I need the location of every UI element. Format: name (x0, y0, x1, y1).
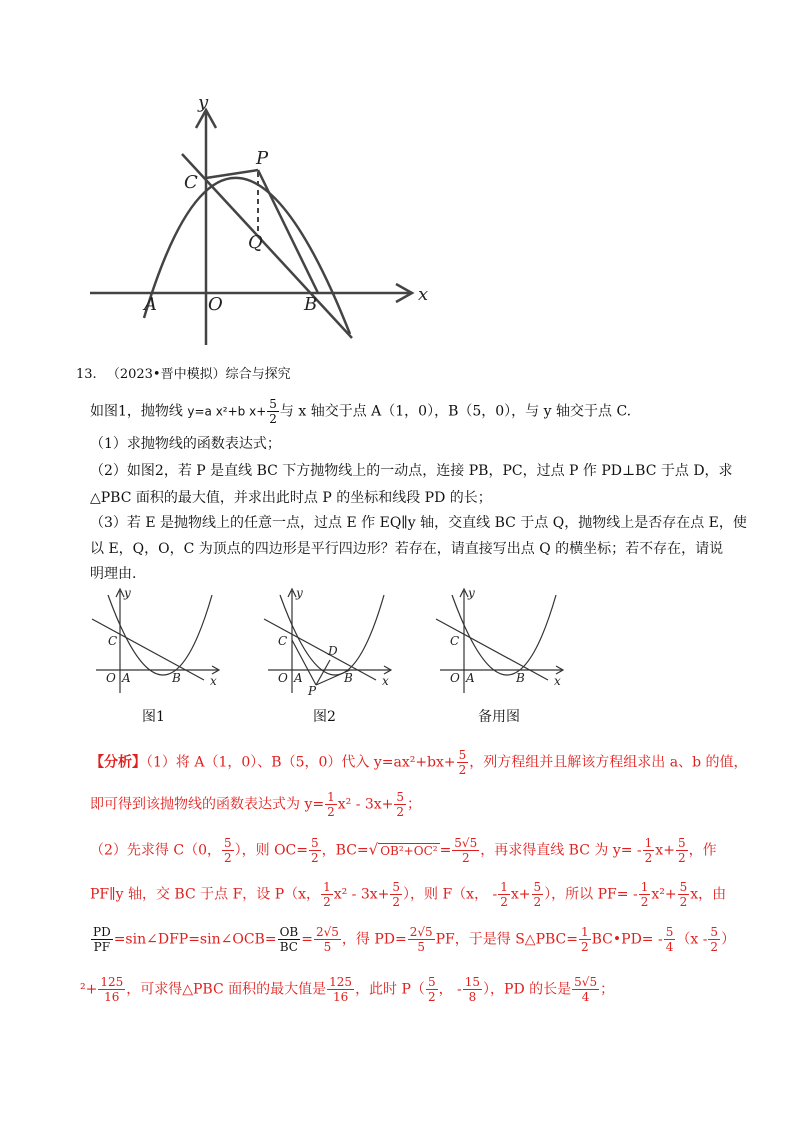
analysis-line-2: 即可得到该抛物线的函数表达式为 y= $\frac{1}{2}$ x² - 3x+ $\frac{5}{2}$ ； (90, 790, 422, 819)
analysis-tag: 【分析】 (90, 754, 146, 771)
question-3-line-1: （3）若 E 是抛物线上的任意一点，过点 E 作 EQ∥y 轴，交直线 BC 于点 Q，抛物线上是否存在点 E，使 (90, 515, 747, 531)
top-label-p: P (256, 148, 269, 169)
question-3-line-2: 以 E，Q，O，C 为顶点的四边形是平行四边形？若存在，请直接写出点 Q 的横坐标；若不存在，请说 (90, 541, 724, 557)
svg-text:B: B (344, 671, 353, 685)
top-label-c: C (184, 172, 198, 193)
problem-intro: 如图1，抛物线 y=a x²+b x+ $\frac{5}{2}$ 与 x 轴交于点 A（1，0），B（5，0），与 y 轴交于点 C. (90, 397, 632, 426)
svg-text:O: O (278, 671, 288, 685)
svg-text:B: B (172, 671, 181, 685)
svg-text:y: y (468, 586, 475, 600)
top-label-q: Q (248, 232, 263, 253)
svg-text:A: A (122, 671, 131, 685)
svg-text:C: C (450, 634, 460, 648)
question-2-line-2: △PBC 面积的最大值，并求出此时点 P 的坐标和线段 PD 的长； (90, 490, 492, 506)
svg-text:x: x (554, 674, 561, 688)
analysis-line-5: $\frac{PD}{PF}$ =sin∠DFP=sin∠OCB= $\frac{OB}{BC}$ = $\frac{2√5}{5}$ ，得 PD= $\frac{2√5}{5}$ PF，于是得 S△PBC= $\frac{1}{2}$ BC•PD= - $\frac{5}{4}$ （x - $\frac{5}{2}$ ） (93, 925, 736, 954)
figure-2-caption: 图2 (313, 709, 336, 725)
problem-number: 13. (76, 367, 97, 382)
figure-1 (86, 585, 226, 695)
svg-text:C: C (278, 634, 288, 648)
problem-source: （2023•晋中模拟）综合与探究 (106, 367, 291, 382)
figure-backup (430, 585, 570, 695)
svg-text:A: A (294, 671, 303, 685)
figure-backup-caption: 备用图 (478, 709, 520, 725)
top-label-x: x (418, 284, 429, 305)
intro-formula: y=a x²+b x+ (187, 404, 267, 419)
svg-text:D: D (328, 644, 338, 658)
analysis-line-6: ²+ $\frac{125}{16}$ ，可求得△PBC 面积的最大值是 $\frac{125}{16}$ ，此时 P（ $\frac{5}{2}$ ， - $\frac{15}{8}$ ），PD 的长是 $\frac{5√5}{4}$ ； (80, 975, 615, 1004)
question-3-line-3: 明理由. (90, 566, 137, 582)
svg-text:O: O (106, 671, 116, 685)
top-label-o: O (208, 294, 223, 315)
top-parabola-figure (80, 90, 440, 350)
analysis-line-1: 【分析】（1）将 A（1，0）、B（5，0）代入 y=ax²+bx+ $\frac{5}{2}$ ，列方程组并且解该方程组求出 a、b 的值， (90, 748, 748, 777)
problem-header (76, 363, 291, 382)
svg-text:x: x (210, 674, 217, 688)
question-1: （1）求抛物线的函数表达式； (90, 436, 281, 452)
svg-text:y: y (124, 586, 131, 600)
svg-text:y: y (296, 586, 303, 600)
top-label-a: A (144, 294, 157, 315)
svg-text:O: O (450, 671, 460, 685)
top-label-y: y (198, 92, 209, 113)
svg-text:x: x (382, 674, 389, 688)
svg-text:B: B (516, 671, 525, 685)
top-label-b: B (304, 294, 318, 315)
analysis-line-4: PF∥y 轴，交 BC 于点 F，设 P（x， $\frac{1}{2}$ x² - 3x+ $\frac{5}{2}$ ），则 F（x， - $\frac{1}{2}$ x+ $\frac{5}{2}$ ），所以 PF= - $\frac{1}{2}$ x²+ $\frac{5}{2}$ x，由 (90, 880, 727, 909)
svg-text:A: A (466, 671, 475, 685)
figure-2 (258, 585, 398, 695)
question-2-line-1: （2）如图2，若 P 是直线 BC 下方抛物线上的一动点，连接 PB，PC，过点 P 作 PD⊥BC 于点 D，求 (90, 463, 733, 479)
analysis-line-3: （2）先求得 C（0， $\frac{5}{2}$ ），则 OC= $\frac{5}{2}$ ，BC=√ OB²+OC² = $\frac{5√5}{2}$ ，再求得直线 BC 为 y= - $\frac{1}{2}$ x+ $\frac{5}{2}$ ，作 (90, 836, 717, 865)
svg-text:P: P (308, 684, 317, 695)
svg-text:C: C (108, 634, 118, 648)
figure-1-caption: 图1 (142, 709, 165, 725)
